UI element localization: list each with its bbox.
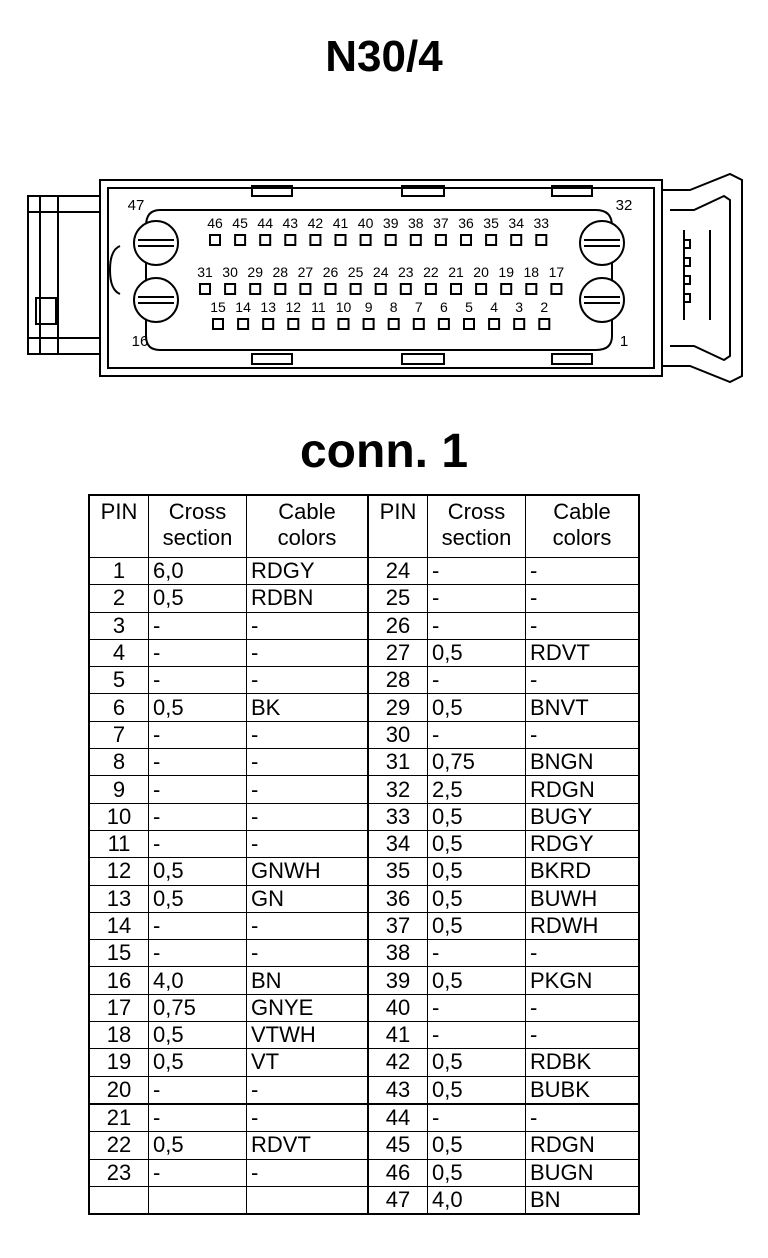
cross-section-cell: - [428,667,526,694]
cross-section-cell [149,1186,247,1214]
pin-socket [275,284,285,294]
cable-color-cell: - [526,1022,640,1049]
pin-cell: 22 [89,1132,149,1159]
cable-color-cell: GN [247,885,369,912]
pin-number-label: 27 [297,264,314,280]
cross-section-cell: 0,5 [428,1076,526,1104]
pin-cell: 17 [89,994,149,1021]
pin-cell: 14 [89,912,149,939]
cross-section-cell: 0,5 [428,912,526,939]
pin-number-label: 17 [548,264,565,280]
cable-color-cell: GNYE [247,994,369,1021]
pin-cell: 12 [89,858,149,885]
pin-socket [310,235,320,245]
cable-color-cell: - [526,940,640,967]
pin-number-label: 8 [389,299,398,315]
cable-color-cell: - [247,749,369,776]
pin-socket [551,284,561,294]
cable-color-cell: BUGN [526,1159,640,1186]
header-pin: PIN [89,495,149,558]
header-cable-colors: Cable colors [247,495,369,558]
pin-cell: 16 [89,967,149,994]
pin-number-label: 14 [235,299,251,315]
pin-number-label: 5 [465,299,473,315]
cable-color-cell: BN [247,967,369,994]
pin-cell: 13 [89,885,149,912]
pin-cell: 35 [368,858,428,885]
cross-section-cell: - [428,721,526,748]
cable-color-cell: VT [247,1049,369,1076]
pin-socket [300,284,310,294]
pin-socket [376,284,386,294]
cross-section-cell: 0,75 [149,994,247,1021]
cross-section-cell: 0,5 [149,585,247,612]
cable-color-cell: RDVT [526,639,640,666]
cable-color-cell: BK [247,694,369,721]
screw-icon [580,278,624,322]
pin-cell: 1 [89,558,149,585]
corner-label-bottom-right: 1 [619,333,629,350]
cable-color-cell: - [526,612,640,639]
cross-section-cell: 0,5 [149,885,247,912]
pin-cell: 29 [368,694,428,721]
pin-cell: 32 [368,776,428,803]
cross-section-cell: - [149,1159,247,1186]
pin-number-label: 43 [282,215,299,231]
cable-color-cell: BUWH [526,885,640,912]
pin-socket [539,319,549,329]
cable-color-cell: - [526,721,640,748]
table-row [89,912,639,939]
table-row [89,1049,639,1076]
cable-color-cell: - [526,558,640,585]
header-cross-section: Cross section [428,495,526,558]
pin-socket [526,284,536,294]
pin-socket [414,319,424,329]
cable-color-cell: RDGN [526,1132,640,1159]
screw-icon [580,221,624,265]
pin-cell: 6 [89,694,149,721]
pin-cell: 25 [368,585,428,612]
pin-cell: 28 [368,667,428,694]
cross-section-cell: 0,5 [149,858,247,885]
cable-color-cell: - [526,667,640,694]
pin-number-label: 20 [473,264,489,280]
pin-cell: 43 [368,1076,428,1104]
pin-cell: 21 [89,1104,149,1132]
pin-number-label: 2 [540,299,549,315]
cross-section-cell: - [428,558,526,585]
pin-cell: 18 [89,1022,149,1049]
pin-number-label: 38 [408,215,424,231]
table-row [89,585,639,612]
pin-number-label: 21 [448,264,464,280]
cable-color-cell: - [247,639,369,666]
cross-section-cell: - [428,1022,526,1049]
connector-label: conn. 1 [299,425,469,478]
pin-socket [386,235,396,245]
pin-socket [514,319,524,329]
pin-cell: 8 [89,749,149,776]
cross-section-cell: 0,75 [428,749,526,776]
cross-section-cell: - [428,612,526,639]
pin-cell: 40 [368,994,428,1021]
pin-number-label: 22 [423,264,439,280]
cross-section-cell: 0,5 [428,885,526,912]
pin-cell: 31 [368,749,428,776]
table-row [89,994,639,1021]
cross-section-cell: 4,0 [149,967,247,994]
pin-cell: 26 [368,612,428,639]
pin-socket [288,319,298,329]
cross-section-cell: 4,0 [428,1186,526,1214]
table-row [89,830,639,857]
cross-section-cell: - [149,1076,247,1104]
pin-socket [501,284,511,294]
cross-section-cell: 0,5 [428,639,526,666]
pin-socket [511,235,521,245]
pin-number-label: 31 [197,264,213,280]
pin-cell: 41 [368,1022,428,1049]
pin-cell: 42 [368,1049,428,1076]
table-header-row [89,495,639,558]
pin-number-label: 18 [523,264,540,280]
pin-cell: 19 [89,1049,149,1076]
cable-color-cell: BUGY [526,803,640,830]
pin-number-label: 12 [285,299,302,315]
pin-socket [476,284,486,294]
cross-section-cell: - [428,585,526,612]
cable-color-cell: - [247,1159,369,1186]
cable-color-cell: - [247,803,369,830]
pin-socket [486,235,496,245]
pin-number-label: 30 [222,264,238,280]
cross-section-cell: - [149,803,247,830]
cross-section-cell: 0,5 [149,1049,247,1076]
cross-section-cell: 0,5 [428,694,526,721]
pin-number-label: 42 [307,215,324,231]
pin-socket [426,284,436,294]
cable-color-cell: BN [526,1186,640,1214]
cable-color-cell: RDGY [526,830,640,857]
screw-icon [134,278,178,322]
table-row [89,1076,639,1104]
cross-section-cell: 0,5 [149,694,247,721]
pin-number-label: 13 [260,299,276,315]
cross-section-cell: - [428,940,526,967]
page-title: N30/4 [325,32,443,81]
cross-section-cell: - [149,912,247,939]
pin-socket [436,235,446,245]
cable-color-cell: - [247,667,369,694]
pin-cell: 34 [368,830,428,857]
pin-socket [411,235,421,245]
cross-section-cell: 0,5 [149,1132,247,1159]
table-row [89,940,639,967]
pin-socket [489,319,499,329]
pin-number-label: 41 [332,215,349,231]
table-row [89,558,639,585]
cable-color-cell: BNVT [526,694,640,721]
table-row [89,1186,639,1214]
cable-color-cell: VTWH [247,1022,369,1049]
pin-number-label: 44 [257,215,273,231]
cable-color-cell: - [247,912,369,939]
pin-cell: 4 [89,639,149,666]
cable-color-cell: - [247,612,369,639]
cable-color-cell: - [526,585,640,612]
pin-number-label: 6 [440,299,448,315]
pin-cell: 45 [368,1132,428,1159]
cross-section-cell: 0,5 [428,967,526,994]
cable-color-cell: PKGN [526,967,640,994]
pin-number-label: 19 [498,264,514,280]
cross-section-cell: - [149,776,247,803]
pin-socket [439,319,449,329]
pin-socket [260,235,270,245]
cable-color-cell [247,1186,369,1214]
cable-color-cell: - [247,776,369,803]
connector-diagram [0,170,768,390]
pin-socket [285,235,295,245]
pin-number-label: 46 [207,215,223,231]
pin-socket [389,319,399,329]
table-row [89,776,639,803]
pin-number-label: 28 [272,264,289,280]
cross-section-cell: - [149,1104,247,1132]
pin-socket [200,284,210,294]
pin-number-label: 39 [382,215,399,231]
pin-number-label: 9 [364,299,373,315]
pin-number-label: 23 [398,264,414,280]
pin-cell: 5 [89,667,149,694]
cross-section-cell: - [149,830,247,857]
pin-number-label: 33 [533,215,550,231]
cross-section-cell: - [149,667,247,694]
pin-socket [339,319,349,329]
cross-section-cell: 0,5 [428,1132,526,1159]
cable-color-cell: - [247,1076,369,1104]
table-row [89,967,639,994]
pin-cell: 9 [89,776,149,803]
cable-color-cell: GNWH [247,858,369,885]
pin-socket [213,319,223,329]
pin-rows [197,215,564,329]
pin-socket [263,319,273,329]
pin-cell: 47 [368,1186,428,1214]
pin-number-label: 7 [414,299,423,315]
cable-color-cell: RDBK [526,1049,640,1076]
pin-socket [461,235,471,245]
pin-socket [536,235,546,245]
table-row [89,803,639,830]
pin-socket [464,319,474,329]
pin-cell: 23 [89,1159,149,1186]
pin-cell: 33 [368,803,428,830]
cable-color-cell: - [247,721,369,748]
pin-cell: 44 [368,1104,428,1132]
pin-number-label: 36 [458,215,474,231]
pin-number-label: 45 [232,215,248,231]
pin-number-label: 10 [335,299,352,315]
pin-socket [250,284,260,294]
pin-cell: 10 [89,803,149,830]
pin-socket [326,284,336,294]
pin-socket [336,235,346,245]
screw-icon [134,221,178,265]
table-row [89,1022,639,1049]
header-cable-colors: Cable colors [526,495,640,558]
cable-color-cell: BUBK [526,1076,640,1104]
cable-color-cell: RDBN [247,585,369,612]
cross-section-cell: 2,5 [428,776,526,803]
pin-socket [364,319,374,329]
header-pin: PIN [368,495,428,558]
pin-socket [225,284,235,294]
cable-color-cell: - [526,994,640,1021]
pin-cell: 38 [368,940,428,967]
cross-section-cell: 6,0 [149,558,247,585]
cable-color-cell: RDGN [526,776,640,803]
pin-cell: 3 [89,612,149,639]
pin-number-label: 3 [515,299,524,315]
pin-cell: 36 [368,885,428,912]
pin-cell: 27 [368,639,428,666]
table-row [89,1104,639,1132]
pin-socket [210,235,220,245]
pin-number-label: 40 [357,215,374,231]
pin-cell: 11 [89,830,149,857]
cable-color-cell: - [247,830,369,857]
cable-color-cell: BKRD [526,858,640,885]
cross-section-cell: - [149,612,247,639]
pin-cell: 37 [368,912,428,939]
pin-cell: 30 [368,721,428,748]
pin-number-label: 4 [490,299,498,315]
table-row [89,1159,639,1186]
cross-section-cell: - [149,639,247,666]
table-row [89,639,639,666]
pin-number-label: 25 [347,264,364,280]
pin-cell [89,1186,149,1214]
table-row [89,1132,639,1159]
pin-cell: 24 [368,558,428,585]
cross-section-cell: 0,5 [428,1159,526,1186]
table-row [89,694,639,721]
cross-section-cell: - [149,940,247,967]
cross-section-cell: 0,5 [428,803,526,830]
pin-number-label: 11 [311,299,326,315]
corner-label-top-left: 47 [127,197,145,214]
pin-number-label: 37 [433,215,449,231]
pin-cell: 7 [89,721,149,748]
pin-cell: 20 [89,1076,149,1104]
pin-number-label: 15 [210,299,226,315]
cross-section-cell: 0,5 [149,1022,247,1049]
cross-section-cell: - [428,994,526,1021]
pin-socket [351,284,361,294]
cable-color-cell: - [247,1104,369,1132]
pin-socket [235,235,245,245]
pin-number-label: 26 [322,264,339,280]
cross-section-cell: 0,5 [428,858,526,885]
pin-socket [238,319,248,329]
corner-label-bottom-left: 16 [131,333,149,350]
header-cross-section: Cross section [149,495,247,558]
cable-color-cell: - [247,940,369,967]
pin-number-label: 24 [372,264,389,280]
table-row [89,721,639,748]
pin-cell: 46 [368,1159,428,1186]
pin-socket [361,235,371,245]
pin-socket [313,319,323,329]
pin-number-label: 35 [483,215,499,231]
cross-section-cell: - [428,1104,526,1132]
pin-socket [401,284,411,294]
cable-color-cell: RDGY [247,558,369,585]
pin-cell: 39 [368,967,428,994]
cross-section-cell: - [149,749,247,776]
cross-section-cell: - [149,721,247,748]
cable-color-cell: RDVT [247,1132,369,1159]
cross-section-cell: 0,5 [428,1049,526,1076]
pin-number-label: 29 [247,264,263,280]
cable-color-cell: BNGN [526,749,640,776]
cable-color-cell: RDWH [526,912,640,939]
cable-color-cell: - [526,1104,640,1132]
table-row [89,612,639,639]
corner-label-top-right: 32 [615,197,633,214]
table-row [89,749,639,776]
left-latch [28,196,100,354]
table-row [89,667,639,694]
pin-cell: 15 [89,940,149,967]
cross-section-cell: 0,5 [428,830,526,857]
table-row [89,885,639,912]
pin-cell: 2 [89,585,149,612]
pin-table [88,494,640,1215]
pin-socket [451,284,461,294]
table-row [89,858,639,885]
pin-number-label: 34 [508,215,524,231]
